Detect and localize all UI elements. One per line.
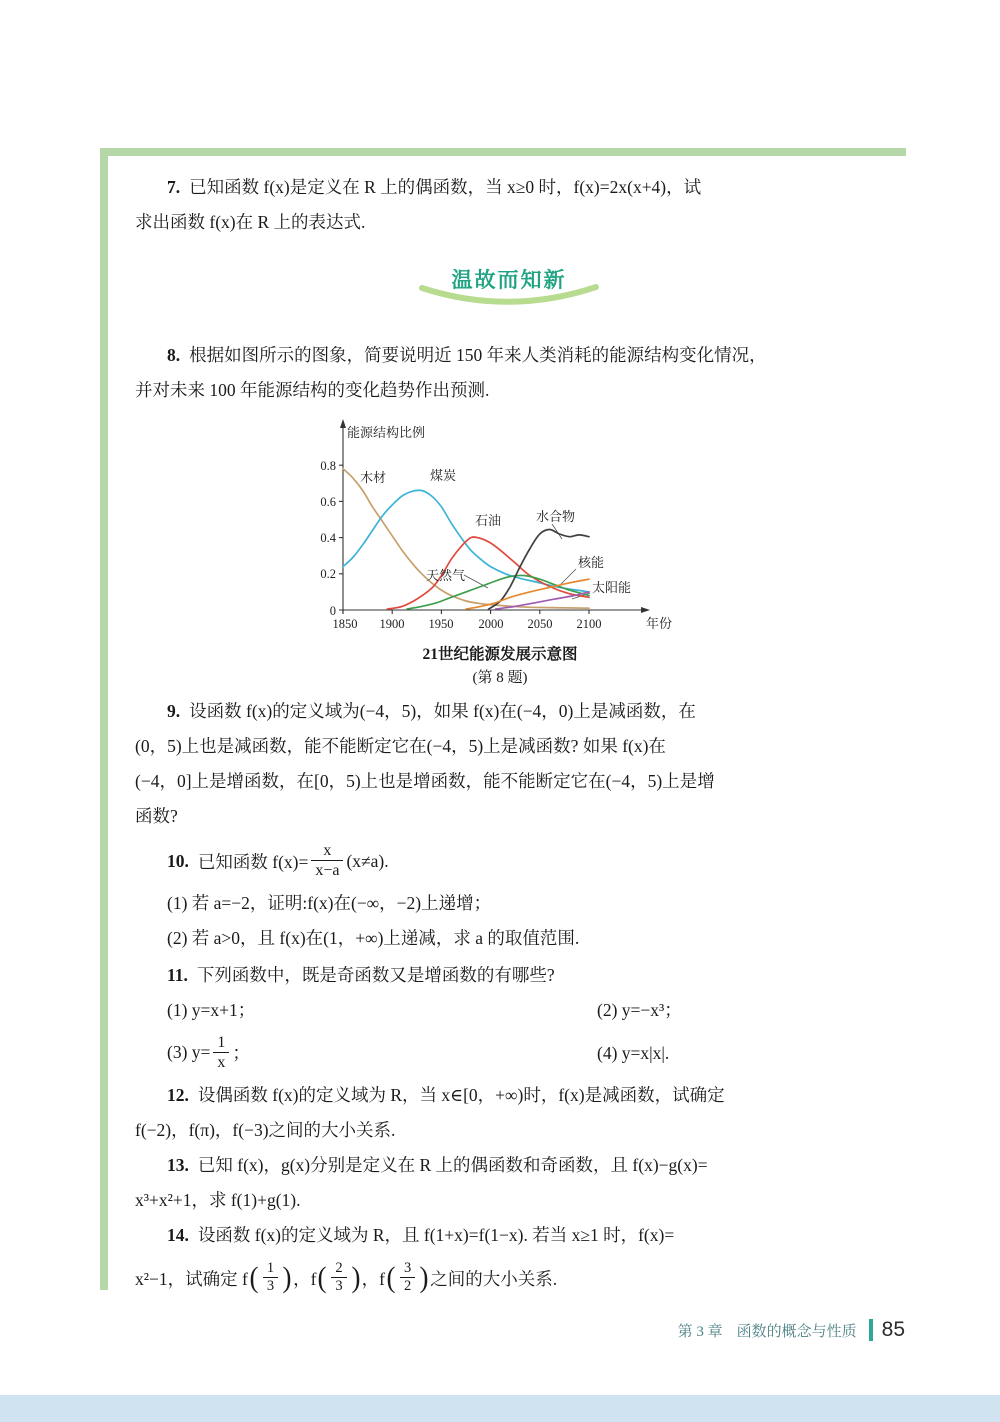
right-paren: ) [419, 1261, 429, 1294]
label-nuclear: 核能 [578, 555, 605, 570]
page-frame-top [100, 148, 906, 156]
fraction: $\frac{2}{3}$ [331, 1260, 346, 1295]
text-line: 求出函数 f(x)在 R 上的表达式. [135, 212, 366, 232]
label-coal: 煤炭 [430, 468, 457, 483]
right-paren: ) [351, 1261, 361, 1294]
fraction: $\frac{x}{x-a}$ [311, 842, 343, 881]
text-line: 函数? [135, 806, 178, 826]
y-tick-label: 0.4 [320, 531, 336, 545]
y-tick-label: 0.2 [320, 567, 336, 581]
problem-text: 之间的大小关系. [430, 1268, 558, 1289]
curve-hydrate [489, 530, 589, 610]
problem-text: 设偶函数 f(x)的定义域为 R，当 x∈[0，+∞)时，f(x)是减函数，试确定 [197, 1085, 725, 1105]
left-paren: ( [249, 1261, 259, 1294]
text-line [135, 1148, 883, 1183]
text-line: (−4，0]上是增函数，在[0，5)上也是增函数，能不能断定它在(−4，5)上是增 [135, 771, 715, 791]
item-2: (2) y=−x³； [597, 1000, 682, 1020]
text-line [135, 338, 883, 373]
problem-11 [135, 958, 883, 1078]
bottom-strip [0, 1395, 1000, 1422]
problem-text: 已知 f(x)，g(x)分别是定义在 R 上的偶函数和奇函数，且 f(x)−g(x)= [197, 1155, 708, 1175]
problem-7 [135, 170, 883, 240]
label-hydrate: 水合物 [536, 509, 576, 524]
problem-number: 7. [167, 177, 181, 197]
text-line: (1) 若 a=−2，证明:f(x)在(−∞，−2)上递增； [167, 893, 492, 913]
page-content [135, 170, 883, 1303]
footer-chapter-title: 函数的概念与性质 [736, 1323, 857, 1340]
page-frame-left [100, 148, 108, 1290]
problem-12 [135, 1078, 883, 1148]
problem-number: 9. [167, 701, 181, 721]
problem-text: ，f [361, 1268, 385, 1289]
x-axis-arrow-icon [641, 607, 650, 613]
problem-number: 12. [167, 1085, 189, 1105]
label-solar: 太阳能 [592, 580, 632, 595]
problem-text: 设函数 f(x)的定义域为 R，且 f(1+x)=f(1−x). 若当 x≥1 时，f(x)= [197, 1225, 675, 1245]
problem-text: 已知函数 f(x)是定义在 R 上的偶函数，当 x≥0 时，f(x)=2x(x+4)，试 [189, 177, 702, 197]
problem-text: 已知函数 f(x)= [197, 851, 309, 872]
fraction: $\frac{1}{x}$ [213, 1034, 229, 1073]
item-3: (3) y= $\frac{1}{x}$ ； [167, 1033, 250, 1072]
problem-text: (x≠a). [346, 850, 389, 871]
x-tick-label: 2050 [527, 617, 553, 631]
problem-10 [135, 836, 883, 956]
text-line [135, 958, 883, 993]
y-tick-label: 0.6 [320, 495, 336, 509]
problem-text: x²−1，试确定 f [135, 1268, 248, 1289]
text-line [135, 694, 883, 729]
item-1: (1) y=x+1； [167, 1000, 256, 1020]
problem-8 [135, 338, 883, 408]
problem-13 [135, 1148, 883, 1218]
text-line [135, 1028, 883, 1078]
problem-number: 10. [167, 850, 189, 871]
fraction: $\frac{3}{2}$ [400, 1260, 415, 1295]
label-oil: 石油 [475, 513, 502, 528]
y-axis-arrow-icon [340, 419, 346, 428]
x-tick-label: 1900 [379, 617, 405, 631]
curve-solar [496, 592, 590, 609]
fraction: $\frac{1}{3}$ [263, 1260, 278, 1295]
x-tick-label: 1950 [428, 617, 454, 631]
problem-text: ，f [293, 1268, 317, 1289]
left-paren: ( [386, 1261, 396, 1294]
chart-subcaption: (第 8 题) [472, 670, 528, 686]
text-line [135, 1253, 883, 1303]
label-wood: 木材 [360, 470, 387, 485]
problem-number: 13. [167, 1155, 189, 1175]
text-line [135, 1218, 883, 1253]
label-natural-gas: 天然气 [426, 568, 466, 583]
text-line [135, 1078, 883, 1113]
left-paren: ( [317, 1261, 327, 1294]
problem-text: 根据如图所示的图象，简要说明近 150 年来人类消耗的能源结构变化情况， [189, 345, 767, 365]
y-tick-label: 0 [329, 604, 336, 618]
footer-accent-bar [869, 1319, 873, 1341]
x-axis-title: 年份 [646, 616, 673, 631]
review-title: 温故而知新 [451, 269, 567, 292]
text-line [135, 836, 883, 886]
text-line [135, 170, 883, 205]
y-axis-title: 能源结构比例 [347, 425, 426, 440]
energy-chart [320, 416, 680, 641]
footer-chapter: 第 3 章 [677, 1323, 723, 1340]
x-tick-label: 1850 [332, 617, 358, 631]
chart-caption: 21世纪能源发展示意图 [422, 646, 578, 663]
x-tick-label: 2000 [478, 617, 504, 631]
problem-number: 8. [167, 345, 181, 365]
text-line: 并对未来 100 年能源结构的变化趋势作出预测. [135, 380, 490, 400]
right-paren: ) [282, 1261, 292, 1294]
review-header [135, 256, 883, 330]
problem-number: 11. [167, 965, 188, 985]
chart-figure [135, 416, 883, 688]
problem-number: 14. [167, 1225, 189, 1245]
text-line: f(−2)，f(π)，f(−3)之间的大小关系. [135, 1120, 396, 1140]
text-line [135, 993, 883, 1028]
footer-page-number: 85 [881, 1318, 905, 1341]
problem-9 [135, 694, 883, 834]
x-tick-label: 2100 [576, 617, 602, 631]
problem-text: 设函数 f(x)的定义域为(−4，5)，如果 f(x)在(−4，0)上是减函数，在 [189, 701, 696, 721]
problem-text: 下列函数中，既是奇函数又是增函数的有哪些? [196, 965, 555, 985]
text-line: (2) 若 a>0，且 f(x)在(1，+∞)上递减，求 a 的取值范围. [167, 928, 580, 948]
page-footer [678, 1318, 905, 1342]
text-line: x³+x²+1，求 f(1)+g(1). [135, 1190, 301, 1210]
y-tick-label: 0.8 [320, 459, 336, 473]
item-4: (4) y=x|x|. [597, 1042, 670, 1063]
text-line: (0，5)上也是减函数，能不能断定它在(−4，5)上是减函数? 如果 f(x)在 [135, 736, 666, 756]
problem-14 [135, 1218, 883, 1303]
